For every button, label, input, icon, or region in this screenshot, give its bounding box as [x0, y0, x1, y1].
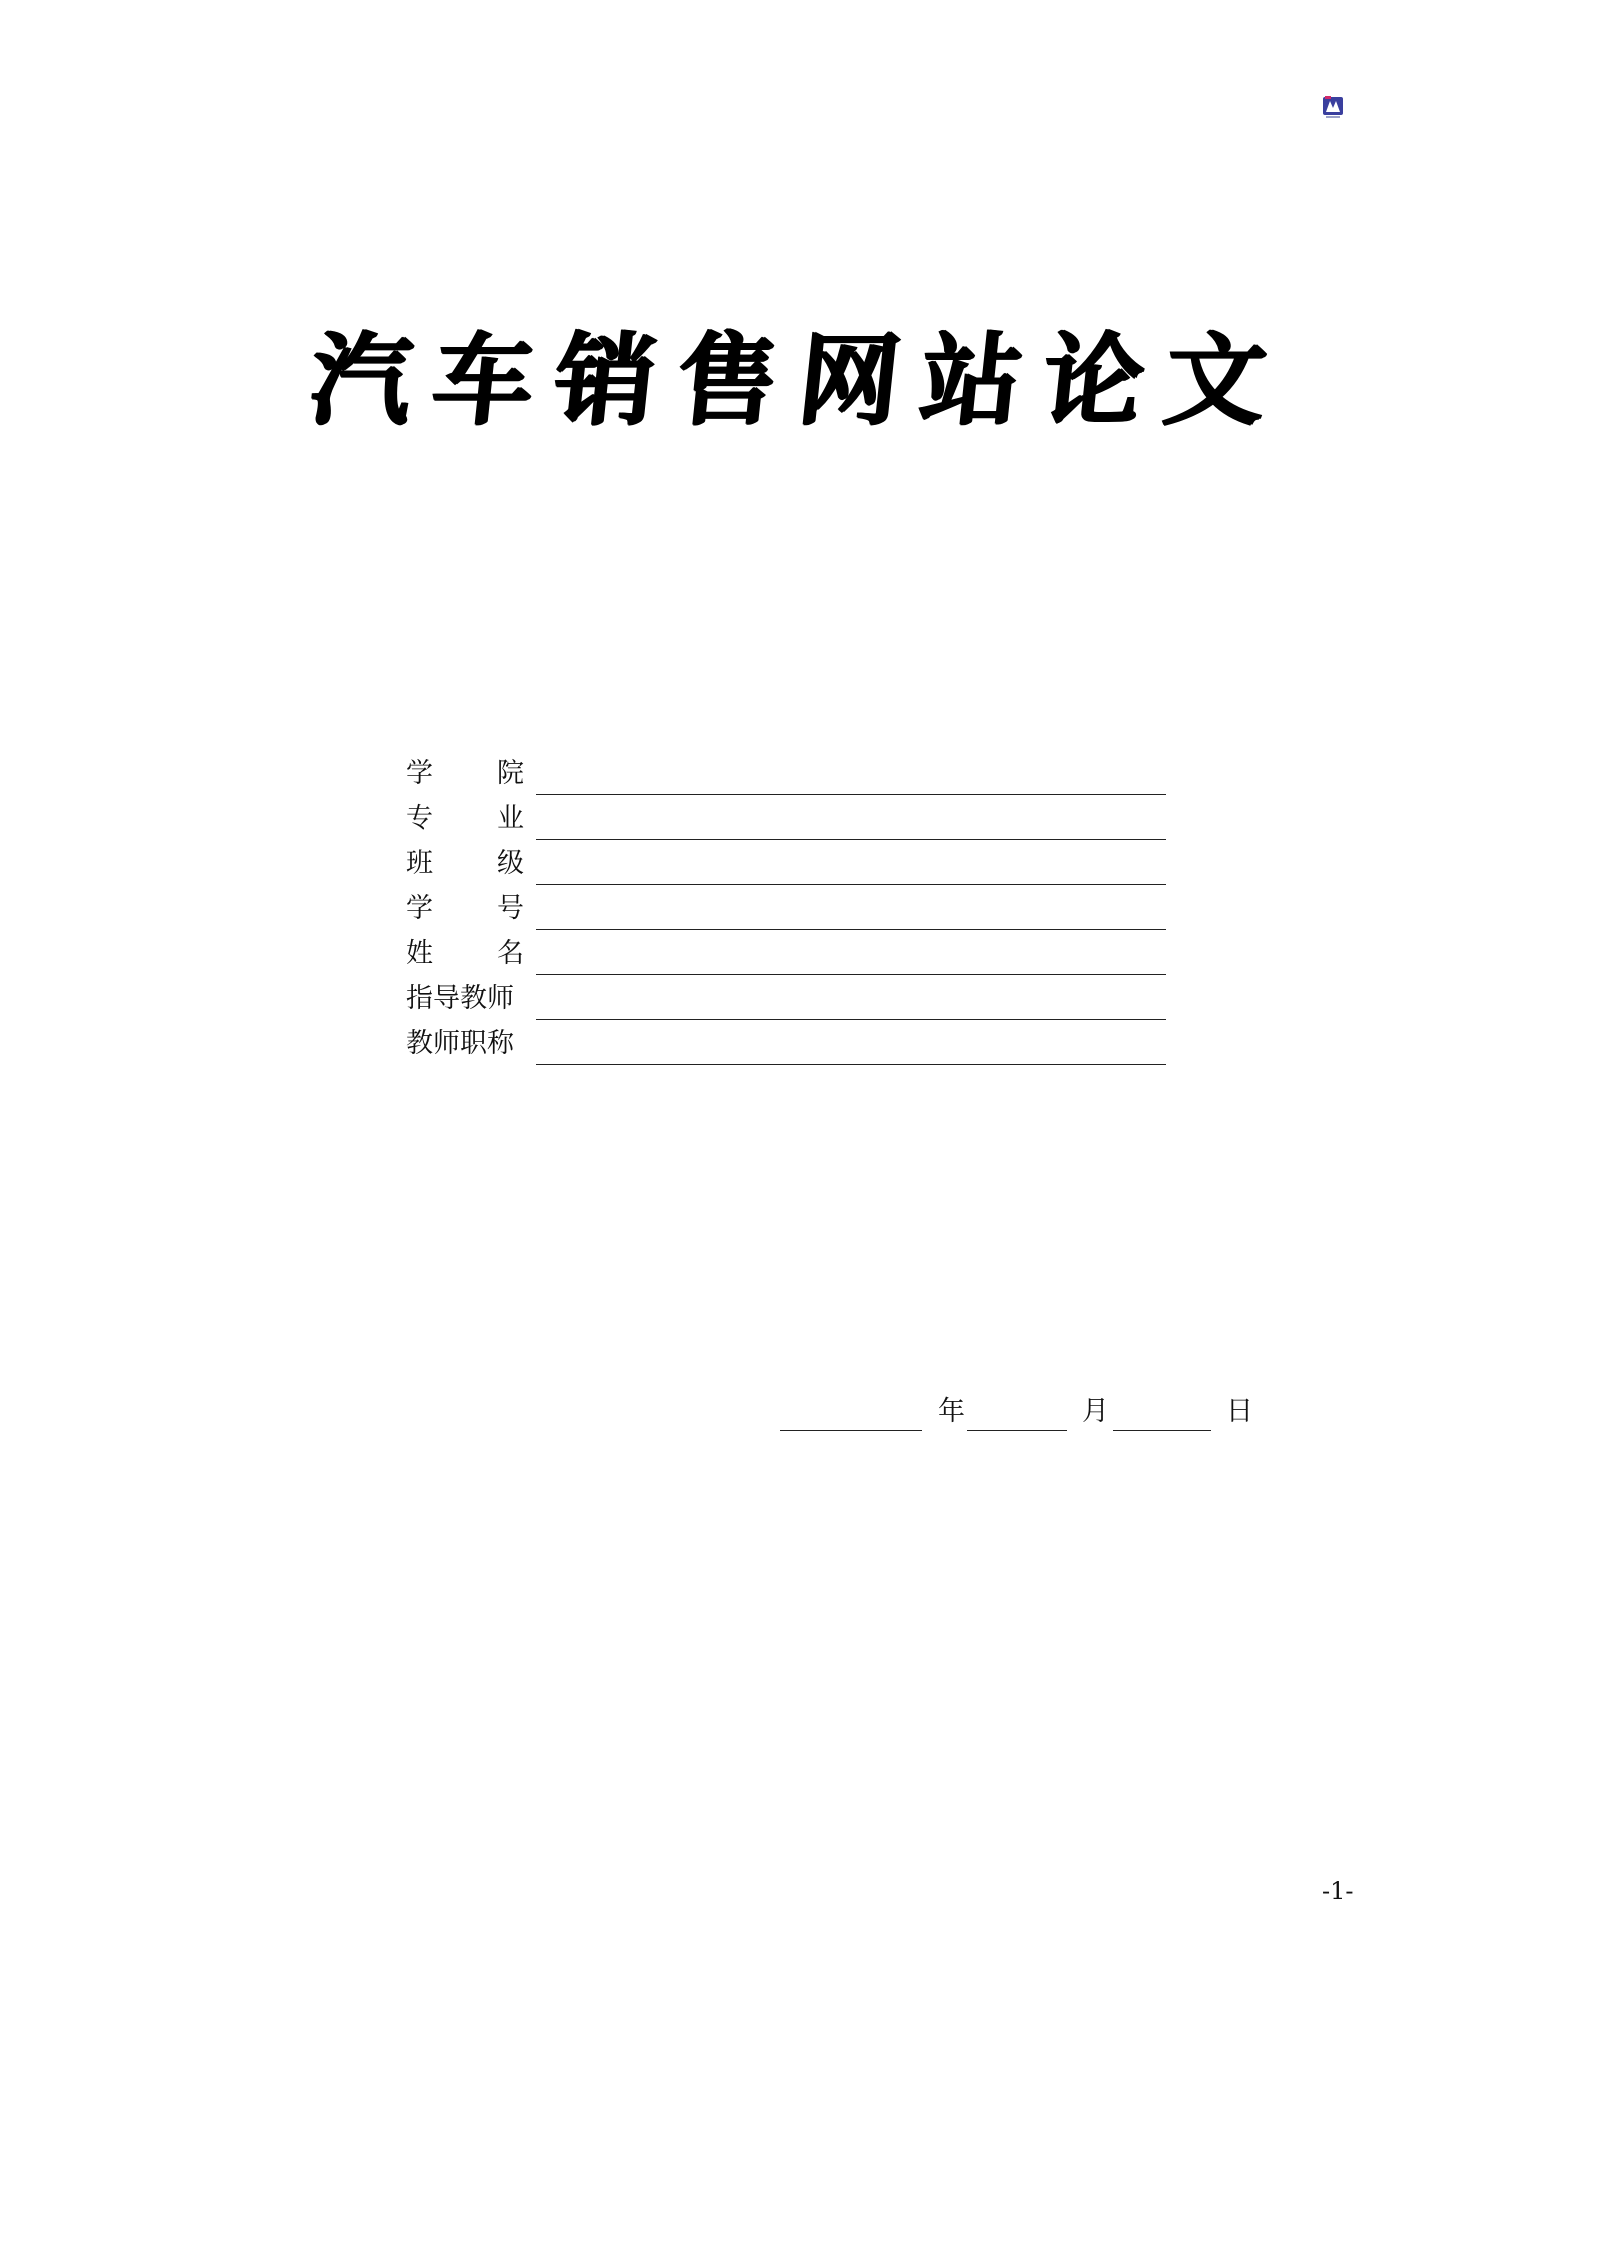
- college-field[interactable]: [536, 794, 1166, 795]
- cover-info-form: [406, 754, 1166, 1069]
- form-row-class: [406, 844, 1166, 889]
- form-row-major: [406, 799, 1166, 844]
- advisor-field[interactable]: [536, 1019, 1166, 1020]
- logo-graphic: [1322, 94, 1344, 120]
- label-advisor-title: 教师职称: [406, 1028, 514, 1059]
- year-field[interactable]: [780, 1430, 922, 1431]
- label-major: 专 业: [406, 803, 524, 834]
- publisher-logo-icon: [1322, 94, 1344, 120]
- label-student-id: 学 号: [406, 893, 524, 924]
- form-row-name: [406, 934, 1166, 979]
- form-row-student-id: [406, 889, 1166, 934]
- day-label: 日: [1226, 1396, 1253, 1427]
- month-field[interactable]: [967, 1430, 1067, 1431]
- year-label: 年: [938, 1396, 965, 1427]
- advisor-title-field[interactable]: [536, 1064, 1166, 1065]
- class-field[interactable]: [536, 884, 1166, 885]
- form-row-advisor-title: [406, 1024, 1166, 1069]
- form-row-college: [406, 754, 1166, 799]
- form-row-advisor: [406, 979, 1166, 1024]
- label-name: 姓 名: [406, 938, 524, 969]
- month-label: 月: [1082, 1396, 1109, 1427]
- document-title: 汽车销售网站论文: [304, 321, 1294, 439]
- label-advisor: 指导教师: [406, 983, 514, 1014]
- major-field[interactable]: [536, 839, 1166, 840]
- page-number: -1-: [1322, 1877, 1354, 1905]
- label-college: 学 院: [406, 758, 524, 789]
- name-field[interactable]: [536, 974, 1166, 975]
- label-class: 班 级: [406, 848, 524, 879]
- day-field[interactable]: [1113, 1430, 1211, 1431]
- student-id-field[interactable]: [536, 929, 1166, 930]
